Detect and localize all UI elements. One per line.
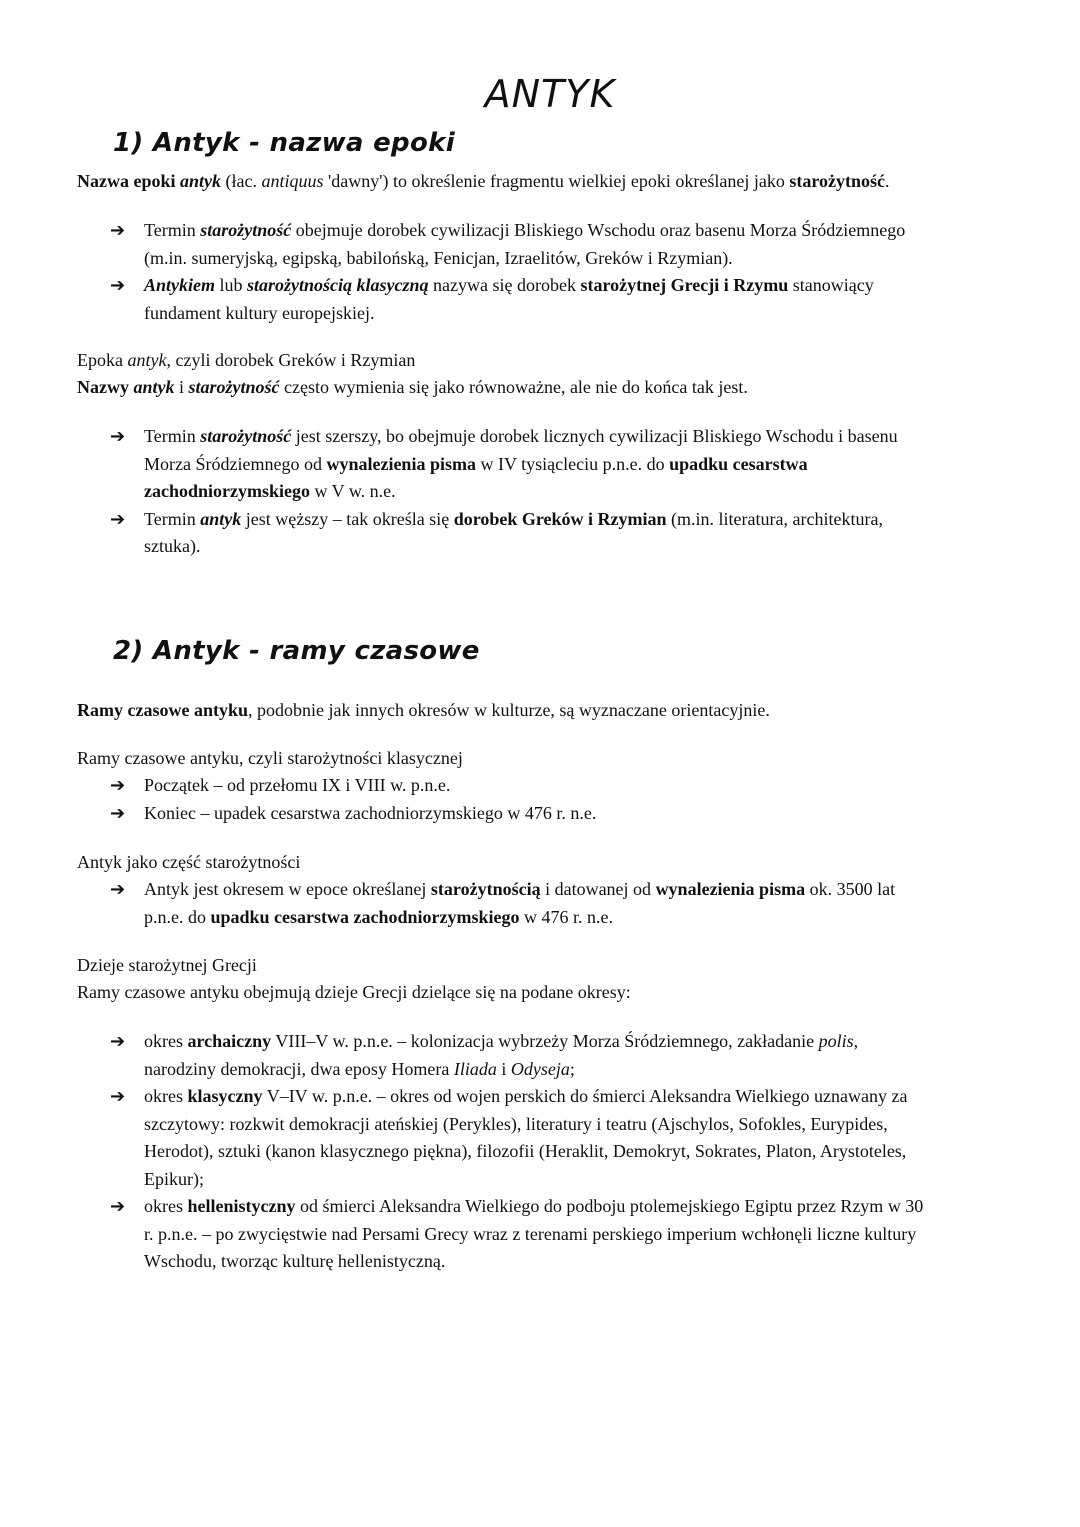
arrow-icon: ➔ <box>110 426 126 447</box>
item-term: polis <box>818 1031 854 1051</box>
section-2-line-1 <box>77 697 1037 724</box>
item-text: w IV tysiącleciu p.n.e. do <box>475 453 670 474</box>
intro-term: antyk <box>180 171 222 191</box>
item-text: i datowanej od <box>540 879 656 899</box>
section-2-list-a <box>110 772 990 827</box>
item-text: VIII–V w. p.n.e. – kolonizacja wybrzeży Morza Śródziemnego, zakładanie <box>271 1031 819 1051</box>
list-item <box>110 1083 990 1193</box>
item-text: w 476 r. n.e. <box>519 906 614 927</box>
item-text: Termin <box>144 220 201 240</box>
list-item <box>110 772 990 800</box>
text: , czyli dorobek Greków i Rzymian <box>166 350 416 370</box>
section-2-list-c <box>110 1028 990 1276</box>
section-2-line-3: Antyk jako część starożytności <box>77 852 301 872</box>
list-item <box>110 423 990 506</box>
section-2-line-2: Ramy czasowe antyku, czyli starożytności klasycznej <box>77 748 463 768</box>
arrow-icon: ➔ <box>110 220 126 241</box>
list-item <box>110 1028 990 1083</box>
arrow-icon: ➔ <box>110 879 126 900</box>
item-text: Koniec – upadek cesarstwa zachodniorzymskiego w 476 r. n.e. <box>144 802 597 823</box>
term: Ramy czasowe antyku <box>77 700 248 720</box>
page-title: ANTYK <box>484 72 616 116</box>
item-term: archaiczny <box>187 1031 272 1051</box>
item-text: Epikur); <box>144 1168 204 1189</box>
text: i <box>174 377 189 397</box>
arrow-icon: ➔ <box>110 1196 126 1217</box>
item-text: fundament kultury europejskiej. <box>144 302 375 323</box>
item-term: starożytność <box>200 220 292 240</box>
section-2-heading: 2) Antyk - ramy czasowe <box>113 636 480 666</box>
term: antyk <box>127 350 167 370</box>
intro-text: . <box>885 171 890 191</box>
item-term: hellenistyczny <box>187 1196 296 1216</box>
item-term: Iliada <box>453 1058 497 1079</box>
section-2-list-b <box>110 876 990 931</box>
item-text: w V w. n.e. <box>310 481 396 501</box>
item-text: Antyk jest okresem w epoce określanej <box>144 879 431 899</box>
item-text: p.n.e. do <box>144 906 211 927</box>
section-1-line-2 <box>77 347 1037 374</box>
item-text: lub <box>215 275 248 295</box>
section-2-line-5: Ramy czasowe antyku obejmują dzieje Grecji dzielące się na podane okresy: <box>77 982 631 1002</box>
item-text: sztuka). <box>144 536 201 556</box>
item-text: , <box>853 1031 859 1051</box>
item-text: Termin <box>144 508 201 529</box>
term: antyk <box>133 377 175 397</box>
item-text: (m.in. sumeryjską, egipską, babilońską, Fenicjan, Izraelitów, Greków i Rzymian). <box>144 247 733 268</box>
item-text: Wschodu, tworząc kulturę hellenistyczną. <box>144 1251 446 1271</box>
item-text: Herodot), sztuki (kanon klasycznego piękna), filozofii (Heraklit, Demokryt, Sokrates, Platon, Arystoteles, <box>144 1141 907 1161</box>
section-1-intro <box>77 168 1037 195</box>
item-term: starożytnej Grecji i Rzymu <box>580 275 789 295</box>
section-1-list-b <box>110 423 990 561</box>
item-text: jest węższy – tak określa się <box>241 508 454 529</box>
item-term: antyk <box>200 508 242 529</box>
arrow-icon: ➔ <box>110 775 126 796</box>
item-text: okres <box>144 1196 188 1216</box>
item-text: V–IV w. p.n.e. – okres od wojen perskich do śmierci Aleksandra Wielkiego uznawany za <box>262 1086 908 1106</box>
item-text: szczytowy: rozkwit demokracji ateńskiej (Perykles), literatury i teatru (Ajschylos, Sofokles, Eurypides, <box>144 1113 888 1134</box>
section-1-line-3 <box>77 374 1037 401</box>
text: Nazwy <box>77 377 134 397</box>
item-text: obejmuje dorobek cywilizacji Bliskiego Wschodu oraz basenu Morza Śródziemnego <box>291 220 906 240</box>
list-item <box>110 506 990 561</box>
item-term: Odyseja <box>510 1058 570 1079</box>
text: Epoka <box>77 350 128 370</box>
section-1-heading: 1) Antyk - nazwa epoki <box>113 128 455 158</box>
item-term: dorobek Greków i Rzymian <box>453 508 667 529</box>
item-text: od śmierci Aleksandra Wielkiego do podboju ptolemejskiego Egiptu przez Rzym w 30 <box>295 1196 924 1216</box>
item-term: starożytnością <box>430 879 541 899</box>
intro-text: Nazwa epoki <box>77 171 180 191</box>
intro-term: starożytność <box>789 171 886 191</box>
text: często wymienia się jako równoważne, ale nie do końca tak jest. <box>279 377 748 397</box>
arrow-icon: ➔ <box>110 1086 126 1107</box>
list-item <box>110 1193 990 1276</box>
item-term: Antykiem <box>144 275 215 295</box>
item-term: wynalezienia pisma <box>655 879 806 899</box>
term: starożytność <box>188 377 280 397</box>
intro-latin: antiquus <box>261 171 324 191</box>
item-text: jest szerszy, bo obejmuje dorobek licznych cywilizacji Bliskiego Wschodu i basenu <box>291 426 898 446</box>
item-text: stanowiący <box>788 275 874 295</box>
item-term: zachodniorzymskiego <box>144 481 310 501</box>
item-text: nazywa się dorobek <box>428 275 581 295</box>
list-item <box>110 217 990 272</box>
item-text: (m.in. literatura, architektura, <box>666 508 883 529</box>
list-item <box>110 800 990 828</box>
section-2-line-4: Dzieje starożytnej Grecji <box>77 955 257 975</box>
item-text: r. p.n.e. – po zwycięstwie nad Persami Grecy wraz z terenami perskiego imperium wchłonęli liczne kultury <box>144 1223 917 1244</box>
item-term: wynalezienia pisma <box>326 453 476 474</box>
text: , podobnie jak innych okresów w kulturze, są wyznaczane orientacyjnie. <box>248 700 770 720</box>
arrow-icon: ➔ <box>110 508 126 530</box>
item-term: starożytność <box>200 426 292 446</box>
item-text: okres <box>144 1086 188 1106</box>
item-text: Termin <box>144 426 201 446</box>
item-text: ; <box>569 1058 575 1079</box>
item-text: okres <box>144 1031 188 1051</box>
item-text: ok. 3500 lat <box>805 879 896 899</box>
intro-text: 'dawny') to określenie fragmentu wielkiej epoki określanej jako <box>323 171 790 191</box>
item-term: klasyczny <box>187 1086 263 1106</box>
item-text: Morza Śródziemnego od <box>144 453 327 474</box>
arrow-icon: ➔ <box>110 802 126 824</box>
arrow-icon: ➔ <box>110 275 126 296</box>
intro-text: (łac. <box>221 171 262 191</box>
list-item <box>110 876 990 931</box>
arrow-icon: ➔ <box>110 1031 126 1052</box>
item-term: starożytnością klasyczną <box>247 275 429 295</box>
item-text: narodziny demokracji, dwa eposy Homera <box>144 1058 454 1079</box>
item-text: Początek – od przełomu IX i VIII w. p.n.e. <box>144 775 451 795</box>
item-term: upadku cesarstwa <box>669 453 808 474</box>
list-item <box>110 272 990 327</box>
section-1-list-a <box>110 217 990 327</box>
item-term: upadku cesarstwa zachodniorzymskiego <box>210 906 520 927</box>
item-text: i <box>496 1058 511 1079</box>
